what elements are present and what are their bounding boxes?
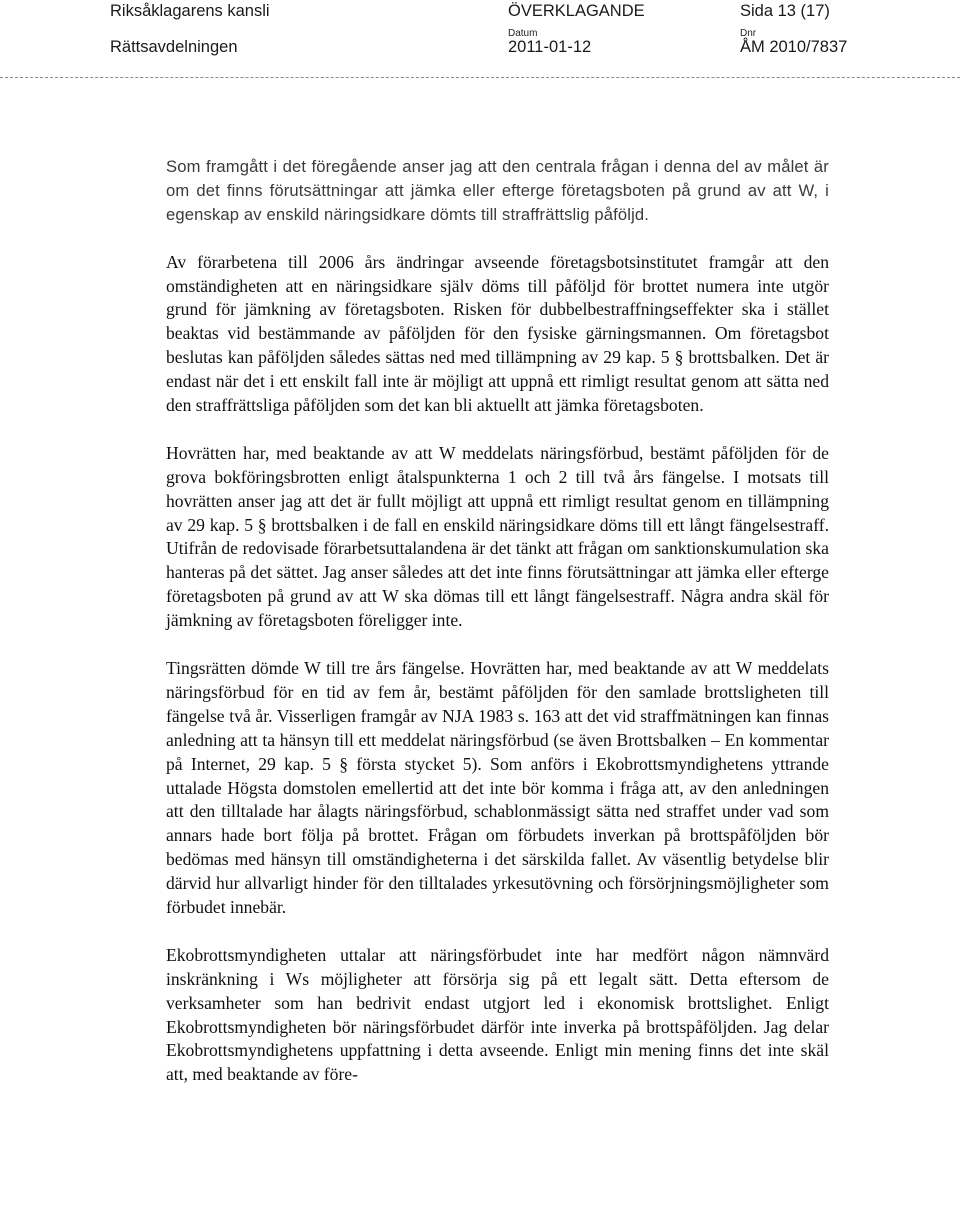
department-name: Rättsavdelningen <box>110 38 238 56</box>
header-divider <box>0 77 960 78</box>
page-number: Sida 13 (17) <box>740 2 830 20</box>
date-label: Datum <box>508 28 538 39</box>
paragraph-5: Ekobrottsmyndigheten uttalar att näringsförbudet inte har medfört någon nämnvärd inskränkning i Ws möjligheter att försörja sig på ett legalt sätt. Detta eftersom de verksamheter som han bedrivit endast utgjort led i ekonomisk brottslighet. Enligt Ekobrottsmyndigheten bör näringsförbudet därför inte inverka på brottspåföljden. Jag delar Ekobrottsmyndighetens uppfattning i detta avseende. Enligt min mening finns det inte skäl att, med beaktande av före- <box>166 944 829 1085</box>
paragraph-3: Hovrätten har, med beaktande av att W meddelats näringsförbud, bestämt påföljden för de grova bokföringsbrotten enligt åtalspunkterna 1 och 2 till två års fängelse. I motsats till hovrätten anser jag att det är fullt möjligt att uppnå ett rimligt resultat genom en tillämpning av 29 kap. 5 § brottsbalken i de fall en enskild näringsidkare döms till ett långt fängelsestraff. Utifrån de redovisade förarbetsuttalandena är det tänkt att frågan om sanktionskumulation ska hanteras på det sättet. Jag anser således att det inte finns förutsättningar att jämka eller efterge företagsboten på grund av att W ska dömas till ett långt fängelsestraff. Några andra skäl för jämkning av företagsboten föreligger inte. <box>166 442 829 631</box>
paragraph-2: Av förarbetena till 2006 års ändringar avseende företagsbotsinstitutet framgår att den omständigheten att en näringsidkare själv döms till påföljd för brottet numera inte utgör grund för jämkning av företagsboten. Risken för dubbelbestraffningseffekter ska i stället beaktas vid bestämmande av påföljden för den fysiske gärningsmannen. Om företagsbot beslutas kan påföljden således sättas ned med tillämpning av 29 kap. 5 § brottsbalken. Det är endast när det i ett enskilt fall inte är möjligt att uppnå ett rimligt resultat genom att sätta ned den straffrättsliga påföljden som det kan bli aktuellt att jämka företagsboten. <box>166 251 829 416</box>
paragraph-1: Som framgått i det föregående anser jag att den centrala frågan i denna del av målet är om det finns förutsättningar att jämka eller efterge företagsboten på grund av att W, i egenskap av enskild näringsidkare dömts till straffrättslig påföljd. <box>166 157 829 224</box>
document-type: ÖVERKLAGANDE <box>508 2 645 20</box>
case-number: ÅM 2010/7837 <box>740 38 848 56</box>
document-body <box>166 155 829 1111</box>
paragraph-4: Tingsrätten dömde W till tre års fängelse. Hovrätten har, med beaktande av att W meddelats näringsförbud för en tid av fem år, bestämt påföljden för den samlade brottsligheten till fängelse två år. Visserligen framgår av NJA 1983 s. 163 att det vid straffmätningen kan finnas anledning att ta hänsyn till ett meddelat näringsförbud (se även Brottsbalken – En kommentar på Internet, 29 kap. 5 § första stycket 5). Som anförs i Ekobrottsmyndighetens yttrande uttalade Högsta domstolen emellertid att det inte bör komma i fråga att, av den anledningen att den tilltalade har ålagts näringsförbud, schablonmässigt sätta ned straffet under vad som annars hade bort följa på brottet. Frågan om förbudets inverkan på brottspåföljden bör bedömas med hänsyn till omständigheterna i det särskilda fallet. Av väsentlig betydelse blir därvid hur allvarligt hinder för den tilltalades yrkesutövning och försörjningsmöjligheter som förbudet innebär. <box>166 657 829 918</box>
org-name: Riksåklagarens kansli <box>110 2 270 20</box>
dnr-label: Dnr <box>740 28 757 39</box>
document-date: 2011-01-12 <box>508 38 592 56</box>
